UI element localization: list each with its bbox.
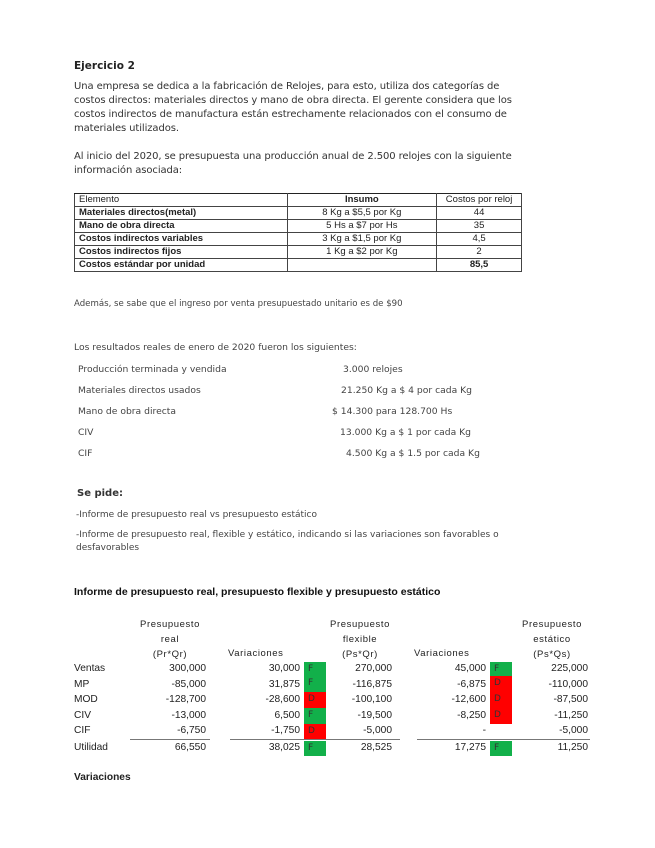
se-pide-item: -Informe de presupuesto real vs presupuesto estático — [76, 510, 318, 520]
budget-intro — [74, 150, 544, 178]
cell-static: -110,000 — [548, 679, 588, 690]
cell-real: 300,000 — [169, 663, 206, 674]
budget-intro-line: información asociada: — [74, 165, 183, 176]
cell-static: 225,000 — [551, 663, 588, 674]
row-label: Ventas — [74, 663, 106, 674]
flag-var2: D — [490, 708, 512, 724]
subtotal-underline — [510, 739, 590, 740]
col-header-line: Presupuesto — [140, 619, 200, 630]
se-pide-item: desfavorables — [76, 543, 140, 553]
table-row — [75, 246, 522, 259]
cell-static: -11,250 — [554, 710, 588, 721]
cell-elemento: Costos indirectos fijos — [75, 246, 288, 259]
col-header-real — [135, 617, 205, 662]
col-header-line: estático — [533, 634, 571, 645]
flag-var1: F — [304, 741, 326, 756]
cell-real: -85,000 — [171, 679, 206, 690]
actual-label: Producción terminada y vendida — [78, 364, 227, 375]
budget-intro-line: Al inicio del 2020, se presupuesta una producción anual de 2.500 relojes con la siguiente — [74, 151, 512, 162]
row-label: CIF — [74, 725, 91, 736]
cell-costo: 44 — [437, 207, 522, 220]
cell-elemento: Costos indirectos variables — [75, 233, 288, 246]
col-header-line: Presupuesto — [330, 619, 390, 630]
cell-real: -6,750 — [177, 725, 206, 736]
se-pide-heading: Se pide: — [77, 488, 123, 499]
cell-elemento: Mano de obra directa — [75, 220, 288, 233]
actual-value: 21.250 Kg a $ 4 por cada Kg — [341, 385, 472, 396]
cell-var2: -6,875 — [457, 679, 486, 690]
actual-value: $ 14.300 para 128.700 Hs — [332, 406, 453, 417]
col-header-line: (Ps*Qr) — [342, 649, 378, 660]
header-insumo: Insumo — [287, 194, 437, 207]
cell-costo: 4,5 — [437, 233, 522, 246]
cell-var2: -8,250 — [457, 710, 486, 721]
exercise-title: Ejercicio 2 — [74, 60, 135, 72]
cell-var1: -1,750 — [271, 725, 300, 736]
actual-value: 13.000 Kg a $ 1 por cada Kg — [340, 427, 471, 438]
cell-var1: 6,500 — [274, 710, 300, 721]
table-header-row — [75, 194, 522, 207]
col-header-var1: Variaciones — [228, 648, 284, 659]
flag-var1: F — [304, 708, 326, 724]
cell-var2: 45,000 — [454, 663, 486, 674]
col-header-line: (Pr*Qr) — [152, 649, 188, 660]
flag-var1: F — [304, 662, 326, 676]
cell-flex: -100,100 — [351, 694, 392, 705]
col-header-line: (Ps*Qs) — [533, 649, 571, 660]
actuals-intro: Los resultados reales de enero de 2020 fueron los siguientes: — [74, 342, 357, 353]
cell-static: 11,250 — [557, 742, 588, 753]
cell-insumo: 5 Hs a $7 por Hs — [287, 220, 437, 233]
cell-var1: 38,025 — [268, 742, 300, 753]
actual-value: 3.000 relojes — [343, 364, 403, 375]
cell-elemento: Materiales directos(metal) — [75, 207, 288, 220]
actual-label: Mano de obra directa — [78, 406, 177, 417]
row-label: MP — [74, 679, 90, 690]
cell-costo: 2 — [437, 246, 522, 259]
cell-real: 66,550 — [174, 742, 206, 753]
cell-var1: 30,000 — [268, 663, 300, 674]
actual-label: Materiales directos usados — [78, 385, 201, 396]
cell-static: -5,000 — [559, 725, 588, 736]
cell-insumo: 3 Kg a $1,5 por Kg — [287, 233, 437, 246]
cell-flex: -116,875 — [352, 679, 392, 690]
cell-flex: -5,000 — [363, 725, 392, 736]
header-costo: Costos por reloj — [437, 194, 522, 207]
cell-flex: -19,500 — [357, 710, 392, 721]
cell-costo: 85,5 — [437, 259, 522, 272]
col-header-var2: Variaciones — [414, 648, 470, 659]
cell-insumo: 1 Kg a $2 por Kg — [287, 246, 437, 259]
cell-flex: 28,525 — [360, 742, 392, 753]
header-elemento: Elemento — [75, 194, 288, 207]
subtotal-underline — [417, 739, 517, 740]
col-header-flex — [320, 617, 400, 662]
table-row — [75, 220, 522, 233]
table-row — [75, 233, 522, 246]
flag-var2: D — [490, 676, 512, 692]
se-pide-item: -Informe de presupuesto real, flexible y estático, indicando si las variaciones son favorables o — [76, 530, 499, 540]
cell-var2: 17,275 — [454, 742, 486, 753]
col-header-static — [512, 617, 592, 662]
intro-line: Una empresa se dedica a la fabricación de Relojes, para esto, utiliza dos categorías de — [74, 81, 500, 92]
price-note: Además, se sabe que el ingreso por venta presupuestado unitario es de $90 — [74, 299, 403, 309]
standard-cost-table — [74, 193, 522, 272]
cell-insumo — [287, 259, 437, 272]
col-header-line: Presupuesto — [522, 619, 582, 630]
cell-var1: -28,600 — [265, 694, 300, 705]
flag-var2: D — [490, 692, 512, 708]
cell-elemento: Costos estándar por unidad — [75, 259, 288, 272]
cell-var2: -12,600 — [451, 694, 486, 705]
flag-var1: D — [304, 692, 326, 708]
intro-line: costos indirectos de manufactura están estrechamente relacionados con el consumo de — [74, 109, 507, 120]
subtotal-underline — [230, 739, 400, 740]
cell-flex: 270,000 — [355, 663, 392, 674]
cell-static: -87,500 — [553, 694, 588, 705]
row-label: MOD — [74, 694, 98, 705]
cell-real: -13,000 — [171, 710, 206, 721]
intro-paragraph — [74, 80, 544, 136]
cell-costo: 35 — [437, 220, 522, 233]
subtotal-underline — [130, 739, 210, 740]
report-title: Informe de presupuesto real, presupuesto flexible y presupuesto estático — [74, 586, 441, 598]
col-header-line: real — [160, 634, 180, 645]
cell-insumo: 8 Kg a $5,5 por Kg — [287, 207, 437, 220]
intro-line: costos directos: materiales directos y mano de obra directa. El gerente considera que los — [74, 95, 512, 106]
flag-var1: D — [304, 724, 326, 740]
intro-line: materiales utilizados. — [74, 123, 179, 134]
flag-var2: F — [490, 741, 512, 756]
actual-label: CIV — [78, 427, 94, 438]
row-label: CIV — [74, 710, 91, 721]
col-header-line: flexible — [342, 634, 378, 645]
variaciones-heading: Variaciones — [74, 772, 131, 783]
actual-value: 4.500 Kg a $ 1.5 por cada Kg — [346, 448, 480, 459]
table-row-total — [75, 259, 522, 272]
cell-var1: 31,875 — [268, 679, 300, 690]
cell-real: -128,700 — [165, 694, 206, 705]
row-label: Utilidad — [74, 742, 108, 753]
cell-var2: - — [482, 725, 486, 736]
table-row — [75, 207, 522, 220]
actual-label: CIF — [78, 448, 93, 459]
flag-var1: F — [304, 676, 326, 692]
flag-var2: F — [490, 662, 512, 676]
